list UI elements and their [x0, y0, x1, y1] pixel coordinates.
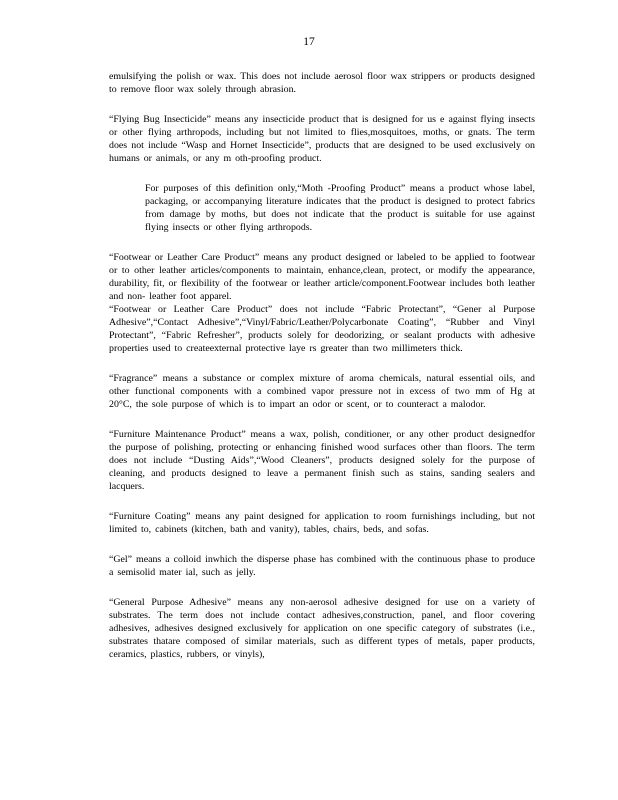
paragraph-flying-bug-insecticide: “Flying Bug Insecticide” means any insecticide product that is designed for us e against flying insects or other flying arthropods, including but not limited to flies,mosquitoes, moths, or gnats. The term does not include “Wasp and Hornet Insecticide”, products that are designed to be used exclusively on humans or animals, or any m oth-proofing product. [109, 114, 535, 164]
paragraph-footwear-leather-care-definition: “Footwear or Leather Care Product” means any product designed or labeled to be applied to footwear or to other leather articles/components to maintain, enhance,clean, protect, or modify the appearance, durability, fit, or flexibility of the footwear or leather article/component.Footwear includes both leather and non- leather foot apparel. [109, 252, 535, 302]
document-body [109, 70, 535, 678]
paragraph-fragrance: “Fragrance” means a substance or complex mixture of aroma chemicals, natural essential oils, and other functional components with a combined vapor pressure not in excess of two mm of Hg at 20°C, the sole purpose of which is to impart an odor or scent, or to counteract a malodor. [109, 373, 535, 410]
paragraph-general-purpose-adhesive: “General Purpose Adhesive” means any non-aerosol adhesive designed for use on a variety of substrates. The term does not include contact adhesives,construction, panel, and floor covering adhesives, adhesives designed exclusively for application on one specific category of substrates (i.e., substrates thatare composed of similar materials, such as different types of metals, paper products, ceramics, plastics, rubbers, or vinyls), [109, 597, 535, 660]
paragraph-gel: “Gel” means a colloid inwhich the disperse phase has combined with the continuous phase to produce a semisolid mater ial, such as jelly. [109, 554, 535, 578]
paragraph-moth-proofing-product: For purposes of this definition only,“Moth -Proofing Product” means a product whose label, packaging, or accompanying literature indicates that the product is designed to protect fabrics from damage by moths, but does not indicate that the product is suitable for use against flying insects or other flying arthropods. [145, 183, 535, 233]
paragraph-floor-wax-continuation: emulsifying the polish or wax. This does not include aerosol floor wax strippers or products designed to remove floor wax solely through abrasion. [109, 71, 535, 95]
paragraph-footwear-leather-care-exclusions: “Footwear or Leather Care Product” does not include “Fabric Protectant”, “Gener al Purpose Adhesive”,“Contact Adhesive”,“Vinyl/Fabric/Leather/Polycarbonate Coating”, “Rubber and Vinyl Protectant”, “Fabric Refresher”, products solely for deodorizing, or sealant products with adhesive properties used to createexternal protective laye rs greater than two millimeters thick. [109, 304, 535, 354]
page-number: 17 [303, 36, 315, 48]
paragraph-furniture-maintenance-product: “Furniture Maintenance Product” means a wax, polish, conditioner, or any other product designedfor the purpose of polishing, protecting or enhancing finished wood surfaces other than floors. The term does not include “Dusting Aids”,“Wood Cleaners”, products designed solely for the purpose of cleaning, and products designed to leave a permanent finish such as stains, sanding sealers and lacquers. [109, 429, 535, 492]
paragraph-furniture-coating: “Furniture Coating” means any paint designed for application to room furnishings including, but not limited to, cabinets (kitchen, bath and vanity), tables, chairs, beds, and sofas. [109, 511, 535, 535]
